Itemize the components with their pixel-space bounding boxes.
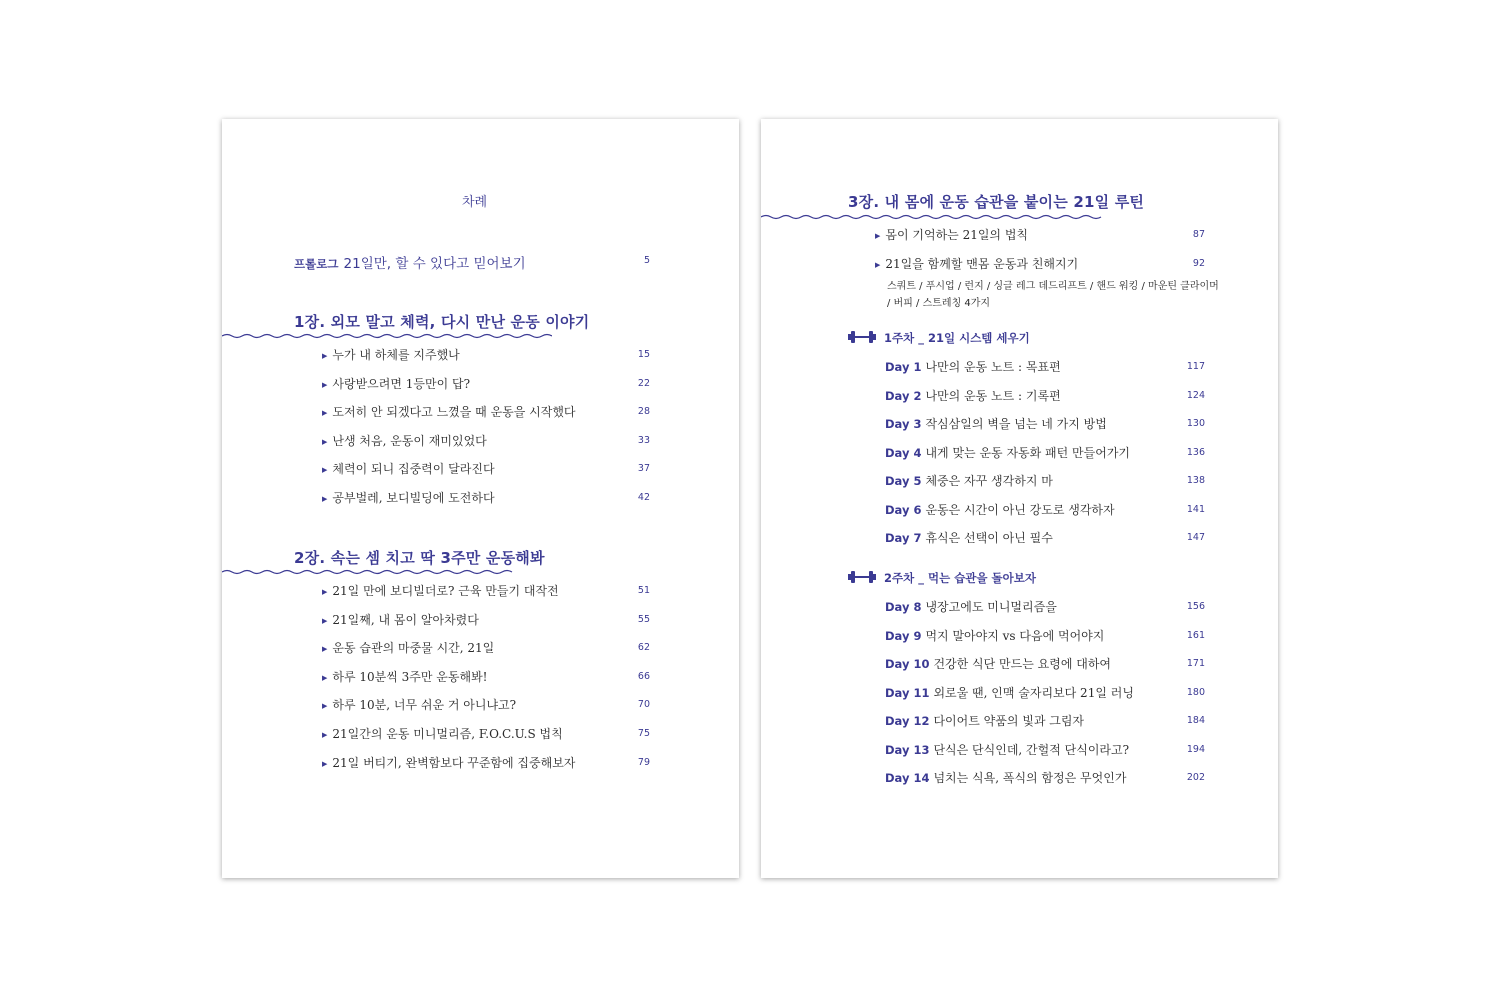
- day-entry: [885, 501, 1115, 518]
- page-number: 124: [1186, 389, 1205, 401]
- day-label: Day 13: [885, 742, 930, 757]
- day-label: Day 11: [885, 685, 930, 700]
- triangle-bullet-icon: ▶: [322, 616, 328, 625]
- page-number: 42: [637, 492, 650, 503]
- triangle-bullet-icon: ▶: [322, 759, 328, 768]
- chapter3-underline: [761, 213, 1109, 221]
- toc-entry: [322, 639, 494, 656]
- day-entry: [885, 415, 1107, 432]
- prologue-label: 프롤로그: [294, 257, 339, 271]
- page-number: 79: [637, 756, 650, 768]
- chapter2-title: 2장. 속는 셈 치고 딱 3주만 운동해봐: [294, 549, 545, 567]
- toc-entry: [322, 696, 516, 713]
- entry-title: 휴식은 선택이 아닌 필수: [925, 531, 1053, 545]
- page-number: 202: [1186, 772, 1205, 783]
- day-label: Day 1: [885, 360, 922, 374]
- toc-entry: [322, 668, 487, 685]
- day-label: Day 9: [885, 628, 922, 643]
- prologue-title: 21일만, 할 수 있다고 믿어보기: [343, 256, 526, 272]
- entry-title: 다이어트 약품의 빛과 그림자: [933, 714, 1085, 728]
- day-entry: [885, 712, 1084, 729]
- page-number: 70: [637, 699, 650, 711]
- day-entry: [885, 472, 1053, 489]
- page-number: 15: [637, 349, 650, 360]
- day-entry: [885, 444, 1130, 461]
- toc-entry: [322, 432, 487, 449]
- day-entry: [885, 387, 1061, 404]
- toc-entry: [322, 460, 495, 477]
- page-number: 117: [1186, 361, 1205, 372]
- entry-title: 사랑받으려면 1등만이 답?: [332, 376, 471, 391]
- entry-title: 21일째, 내 몸이 알아차렸다: [332, 612, 479, 627]
- chapter3-subline-1: 스쿼트 / 푸시업 / 런지 / 싱글 레그 데드리프트 / 핸드 워킹 / 마운틴 클라이머: [887, 281, 1219, 292]
- toc-entry: [322, 725, 563, 742]
- week2-title: 2주차 _ 먹는 습관을 돌아보자: [884, 571, 1036, 585]
- triangle-bullet-icon: ▶: [322, 495, 328, 503]
- left-page: [222, 119, 739, 878]
- entry-title: 21일 만에 보디빌더로? 근육 만들기 대작전: [332, 584, 559, 598]
- day-entry: [885, 598, 1057, 615]
- page-number: 92: [1192, 257, 1205, 269]
- page-number: 194: [1186, 743, 1205, 755]
- entry-title: 하루 10분, 너무 쉬운 거 아니냐고?: [332, 698, 517, 713]
- toc-entry: [322, 611, 479, 628]
- page-number: 22: [637, 377, 650, 389]
- prologue-entry: [294, 252, 526, 272]
- entry-title: 나만의 운동 노트 : 기록편: [925, 388, 1061, 403]
- toc-entry: [875, 226, 1028, 243]
- entry-title: 누가 내 하체를 지주했나: [332, 348, 460, 362]
- entry-title: 먹지 말아야지 vs 다음에 먹어야지: [925, 628, 1105, 643]
- entry-title: 21일 버티기, 완벽함보다 꾸준함에 집중해보자: [332, 755, 576, 770]
- page-number: 171: [1186, 658, 1205, 669]
- dumbbell-icon: [847, 569, 877, 585]
- page-number: 33: [637, 434, 650, 446]
- triangle-bullet-icon: ▶: [322, 409, 328, 418]
- day-label: Day 10: [885, 657, 930, 671]
- page-number: 37: [637, 463, 650, 475]
- page-number: 87: [1192, 229, 1205, 240]
- page-number: 75: [637, 728, 650, 739]
- toc-entry: [322, 582, 559, 599]
- triangle-bullet-icon: ▶: [875, 232, 881, 240]
- page-number: 138: [1186, 475, 1205, 486]
- day-label: Day 8: [885, 600, 922, 614]
- day-label: Day 2: [885, 388, 922, 403]
- dumbbell-icon: [847, 329, 877, 345]
- entry-title: 냉장고에도 미니멀리즘을: [925, 600, 1057, 614]
- triangle-bullet-icon: ▶: [322, 437, 328, 446]
- triangle-bullet-icon: ▶: [322, 352, 328, 360]
- day-label: Day 12: [885, 714, 930, 728]
- triangle-bullet-icon: ▶: [322, 673, 328, 682]
- chapter2-underline: [222, 568, 518, 576]
- entry-title: 운동은 시간이 아닌 강도로 생각하자: [925, 502, 1115, 517]
- page-number: 156: [1186, 601, 1205, 612]
- entry-title: 도저히 안 되겠다고 느꼈을 때 운동을 시작했다: [332, 405, 576, 420]
- day-entry: [885, 627, 1104, 644]
- right-page: [761, 119, 1278, 878]
- page-number: 180: [1186, 686, 1205, 698]
- page-number: 55: [637, 613, 650, 625]
- chapter3-subline-2: / 버피 / 스트레칭 4가지: [887, 298, 991, 309]
- page-number: 62: [637, 642, 650, 654]
- day-label: Day 7: [885, 531, 922, 545]
- page-number: 130: [1186, 418, 1205, 429]
- entry-title: 나만의 운동 노트 : 목표편: [925, 360, 1061, 374]
- page-number: 51: [637, 585, 650, 596]
- entry-title: 단식은 단식인데, 간헐적 단식이라고?: [933, 742, 1130, 757]
- chapter1-underline: [222, 332, 552, 340]
- entry-title: 몸이 기억하는 21일의 법칙: [885, 228, 1029, 242]
- triangle-bullet-icon: ▶: [322, 466, 328, 475]
- day-entry: [885, 741, 1129, 758]
- day-entry: [885, 769, 1126, 786]
- page-number: 184: [1186, 715, 1205, 726]
- triangle-bullet-icon: ▶: [322, 645, 328, 654]
- week1-title: 1주차 _ 21일 시스템 세우기: [884, 331, 1030, 345]
- entry-title: 넘치는 식욕, 폭식의 함정은 무엇인가: [933, 771, 1127, 785]
- toc-entry: [322, 346, 460, 363]
- page-number: 66: [637, 670, 650, 682]
- chapter3-title: 3장. 내 몸에 운동 습관을 붙이는 21일 루틴: [848, 193, 1145, 211]
- day-entry: [885, 358, 1061, 375]
- day-label: Day 6: [885, 502, 922, 517]
- prologue-page: 5: [643, 255, 650, 266]
- page-number: 141: [1186, 503, 1205, 515]
- day-entry: [885, 684, 1134, 701]
- toc-entry: [875, 255, 1078, 272]
- day-label: Day 14: [885, 771, 930, 785]
- entry-title: 하루 10분씩 3주만 운동해봐!: [332, 669, 488, 684]
- toc-entry: [322, 403, 576, 420]
- triangle-bullet-icon: ▶: [875, 260, 881, 269]
- page-number: 161: [1186, 629, 1205, 641]
- entry-title: 외로울 땐, 인맥 술자리보다 21일 러닝: [933, 685, 1134, 700]
- triangle-bullet-icon: ▶: [322, 731, 328, 739]
- entry-title: 21일을 함께할 맨몸 운동과 친해지기: [885, 256, 1079, 271]
- day-entry: [885, 529, 1053, 546]
- triangle-bullet-icon: ▶: [322, 380, 328, 389]
- toc-entry: [322, 489, 495, 506]
- entry-title: 작심삼일의 벽을 넘는 네 가지 방법: [925, 417, 1107, 431]
- chapter1-title: 1장. 외모 말고 체력, 다시 만난 운동 이야기: [294, 313, 590, 331]
- entry-title: 운동 습관의 마중물 시간, 21일: [332, 641, 495, 656]
- entry-title: 체력이 되니 집중력이 달라진다: [332, 462, 495, 477]
- triangle-bullet-icon: ▶: [322, 588, 328, 596]
- page-number: 136: [1186, 446, 1205, 458]
- toc-entry: [322, 754, 575, 771]
- day-label: Day 4: [885, 445, 922, 460]
- toc-title: 차례: [462, 195, 488, 210]
- day-entry: [885, 655, 1111, 672]
- triangle-bullet-icon: ▶: [322, 702, 328, 711]
- day-label: Day 3: [885, 417, 922, 431]
- entry-title: 체중은 자꾸 생각하지 마: [925, 474, 1053, 488]
- toc-entry: [322, 375, 470, 392]
- entry-title: 내게 맞는 운동 자동화 패턴 만들어가기: [925, 445, 1131, 460]
- entry-title: 21일간의 운동 미니멀리즘, F.O.C.U.S 법칙: [332, 727, 563, 741]
- day-label: Day 5: [885, 474, 922, 488]
- entry-title: 공부벌레, 보디빌딩에 도전하다: [332, 491, 495, 505]
- page-number: 147: [1186, 532, 1205, 543]
- entry-title: 난생 처음, 운동이 재미있었다: [332, 433, 487, 448]
- entry-title: 건강한 식단 만드는 요령에 대하여: [933, 657, 1112, 671]
- page-number: 28: [637, 406, 650, 418]
